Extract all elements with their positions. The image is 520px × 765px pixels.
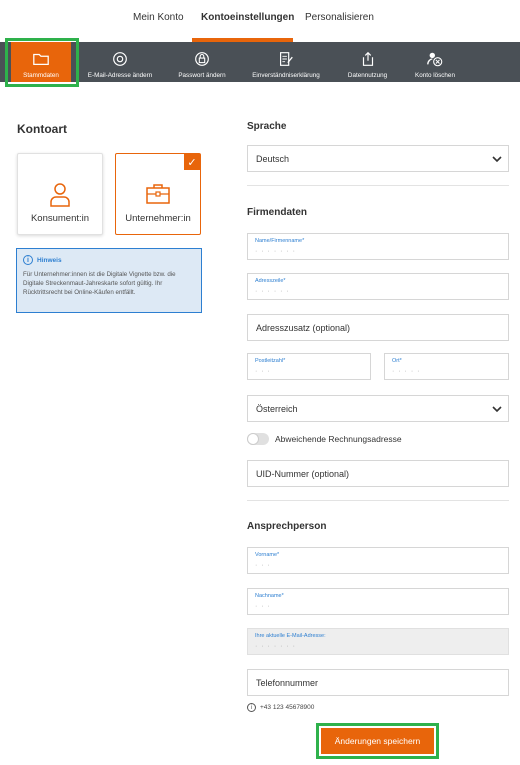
chevron-down-icon [492, 154, 502, 164]
billing-address-toggle[interactable] [247, 433, 269, 445]
nav-label: Einverständniserklärung [252, 72, 320, 79]
field-label: Ihre aktuelle E-Mail-Adresse: [255, 633, 326, 639]
company-name-field[interactable] [247, 233, 509, 260]
folder-icon [32, 50, 50, 68]
field-value: · · · · · · [255, 288, 290, 295]
save-button[interactable]: Änderungen speichern [321, 728, 434, 754]
nav-label: Stammdaten [23, 72, 59, 79]
country-select[interactable] [247, 395, 509, 422]
language-value: Deutsch [256, 154, 290, 164]
last-name-field[interactable] [247, 588, 509, 615]
language-select[interactable] [247, 145, 509, 172]
info-box [16, 248, 202, 313]
nav-label: E-Mail-Adresse ändern [87, 72, 153, 79]
field-placeholder: Telefonnummer [256, 678, 319, 688]
card-business-label: Unternehmer:in [125, 213, 191, 224]
info-icon: i [23, 255, 33, 265]
field-placeholder: UID-Nummer (optional) [256, 469, 350, 479]
company-title: Firmendaten [247, 207, 308, 218]
contact-title: Ansprechperson [247, 521, 327, 532]
field-label: Name/Firmenname* [255, 238, 305, 244]
chevron-down-icon [492, 404, 502, 414]
field-value: · · · [255, 368, 271, 375]
field-label: Nachname* [255, 593, 284, 599]
field-label: Vorname* [255, 552, 280, 558]
address-field[interactable] [247, 273, 509, 300]
nav-label: Passwort ändern [178, 72, 226, 79]
toggle-label: Abweichende Rechnungsadresse [275, 434, 402, 444]
divider [247, 185, 509, 186]
card-consumer-label: Konsument:in [30, 213, 90, 224]
field-value: · · · [255, 603, 271, 610]
field-value: · · · · · · · [255, 248, 296, 255]
phone-hint [247, 703, 314, 712]
card-business[interactable] [115, 153, 201, 235]
field-label: Adresszeile* [255, 278, 286, 284]
tab-personalisieren[interactable]: Personalisieren [305, 12, 374, 23]
zip-field[interactable] [247, 353, 371, 380]
phone-hint-text: +43 123 45678900 [260, 704, 315, 711]
top-tabs [0, 0, 520, 42]
lock-icon [193, 50, 211, 68]
field-label: Ort* [392, 358, 402, 364]
language-title: Sprache [247, 121, 287, 132]
at-icon [111, 50, 129, 68]
document-edit-icon [277, 50, 295, 68]
address-extra-field[interactable] [247, 314, 509, 341]
briefcase-icon [145, 182, 171, 206]
field-value: · · · [255, 562, 271, 569]
billing-address-toggle-row [247, 433, 402, 445]
city-field[interactable] [384, 353, 509, 380]
nav-consent[interactable] [247, 42, 325, 82]
nav-label: Datennutzung [347, 72, 388, 79]
user-remove-icon [426, 50, 444, 68]
field-label: Postleitzahl* [255, 358, 286, 364]
card-consumer[interactable] [17, 153, 103, 235]
tab-kontoeinstellungen[interactable]: Kontoeinstellungen [201, 12, 295, 23]
field-value: · · · · · · · [255, 643, 296, 650]
info-icon: i [247, 703, 256, 712]
field-placeholder: Adresszusatz (optional) [256, 323, 351, 333]
info-text: Für Unternehmer:innen ist die Digitale Vignette bzw. die Digitale Streckenmaut-Jahreskarte sofort gültig. Ihr Rücktrittsrecht bei Online-Käufen entfällt. [23, 271, 176, 296]
first-name-field[interactable] [247, 547, 509, 574]
nav-data-usage[interactable] [340, 42, 395, 82]
nav-label: Konto löschen [415, 72, 455, 79]
tab-mein-konto[interactable]: Mein Konto [133, 12, 184, 23]
country-value: Österreich [256, 404, 298, 414]
nav-delete-account[interactable] [407, 42, 463, 82]
uid-field[interactable] [247, 460, 509, 487]
field-value: · · · · · [392, 368, 421, 375]
nav-email[interactable] [84, 42, 156, 82]
settings-nav [0, 42, 520, 82]
email-display-field [247, 628, 509, 655]
divider [247, 500, 509, 501]
phone-field[interactable] [247, 669, 509, 696]
nav-password[interactable] [170, 42, 234, 82]
checkmark-icon: ✓ [184, 154, 200, 170]
nav-stammdaten[interactable] [11, 42, 71, 82]
person-icon [49, 182, 71, 208]
upload-icon [359, 50, 377, 68]
info-title: Hinweis [37, 256, 62, 264]
account-type-title: Kontoart [17, 122, 67, 136]
